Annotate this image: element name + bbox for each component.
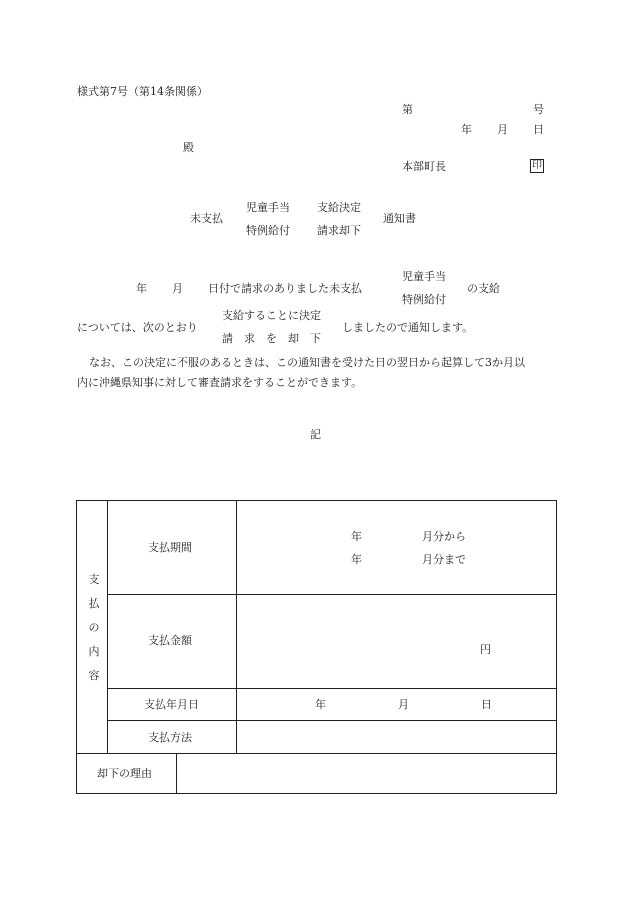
group-label-char-5: 容 — [88, 669, 100, 682]
title-prefix: 未支払 — [190, 212, 223, 225]
table-reject-divider — [176, 753, 177, 793]
sender-name: 本部町長 — [402, 160, 446, 173]
table-group-divider — [107, 500, 108, 753]
title-suffix: 通知書 — [383, 212, 416, 225]
body-payment-text: の支給 — [467, 282, 500, 295]
group-label-char-3: の — [88, 621, 100, 634]
table-row-divider-2 — [107, 688, 557, 689]
ki-heading: 記 — [310, 428, 321, 441]
title-option-special-benefit: 特例給付 — [246, 224, 290, 237]
title-option-decision: 支給決定 — [317, 201, 361, 214]
rejection-reason-label: 却下の理由 — [97, 767, 152, 780]
header-date-day: 日 — [533, 123, 544, 136]
body-month: 月 — [172, 282, 183, 295]
group-label-char-2: 払 — [88, 597, 100, 610]
group-label-char-1: 支 — [88, 573, 100, 586]
header-date-month: 月 — [497, 123, 508, 136]
table-row-divider-1 — [107, 594, 557, 595]
form-identifier: 様式第7号（第14条関係） — [77, 85, 208, 98]
number-prefix: 第 — [402, 103, 413, 116]
table-label-divider — [236, 500, 237, 753]
body-appeal-line1: なお、この決定に不服のあるときは、この通知書を受けた日の翌日から起算して3か月以 — [89, 356, 525, 369]
body-option-decided: 支給することに決定 — [222, 309, 321, 322]
payment-date-year: 年 — [315, 698, 326, 711]
body-option-rejected: 請 求 を 却 下 — [222, 332, 321, 345]
addressee-suffix: 殿 — [183, 141, 194, 154]
period-year-to: 年 — [351, 553, 362, 566]
period-from-text: 月分から — [422, 530, 466, 543]
body-as-follows: については、次のとおり — [77, 321, 198, 334]
period-year-from: 年 — [351, 530, 362, 543]
header-date-year: 年 — [461, 123, 472, 136]
amount-label: 支払金額 — [148, 634, 192, 647]
amount-unit: 円 — [480, 643, 491, 656]
period-label: 支払期間 — [148, 541, 192, 554]
body-year: 年 — [136, 282, 147, 295]
body-notification-text: しましたので通知します。 — [342, 321, 474, 334]
seal-mark: 印 — [532, 160, 542, 171]
body-request-text: 日付で請求のありました未支払 — [208, 282, 362, 295]
group-label-char-4: 内 — [88, 645, 100, 658]
number-suffix: 号 — [533, 103, 544, 116]
body-option-special-benefit: 特例給付 — [402, 293, 446, 306]
body-appeal-line2: 内に沖縄県知事に対して審査請求をすることができます。 — [77, 376, 363, 389]
table-border-left — [76, 500, 77, 794]
payment-date-month: 月 — [398, 698, 409, 711]
payment-date-label: 支払年月日 — [144, 698, 199, 711]
period-to-text: 月分まで — [422, 553, 466, 566]
payment-date-day: 日 — [481, 698, 492, 711]
table-row-divider-4 — [76, 753, 557, 754]
table-border-right — [556, 500, 557, 794]
title-option-rejection: 請求却下 — [317, 224, 361, 237]
payment-method-label: 支払方法 — [148, 731, 192, 744]
body-option-child-allowance: 児童手当 — [402, 270, 446, 283]
table-border-top — [76, 500, 557, 501]
table-row-divider-3 — [107, 720, 557, 721]
table-border-bottom — [76, 793, 557, 794]
title-option-child-allowance: 児童手当 — [246, 201, 290, 214]
